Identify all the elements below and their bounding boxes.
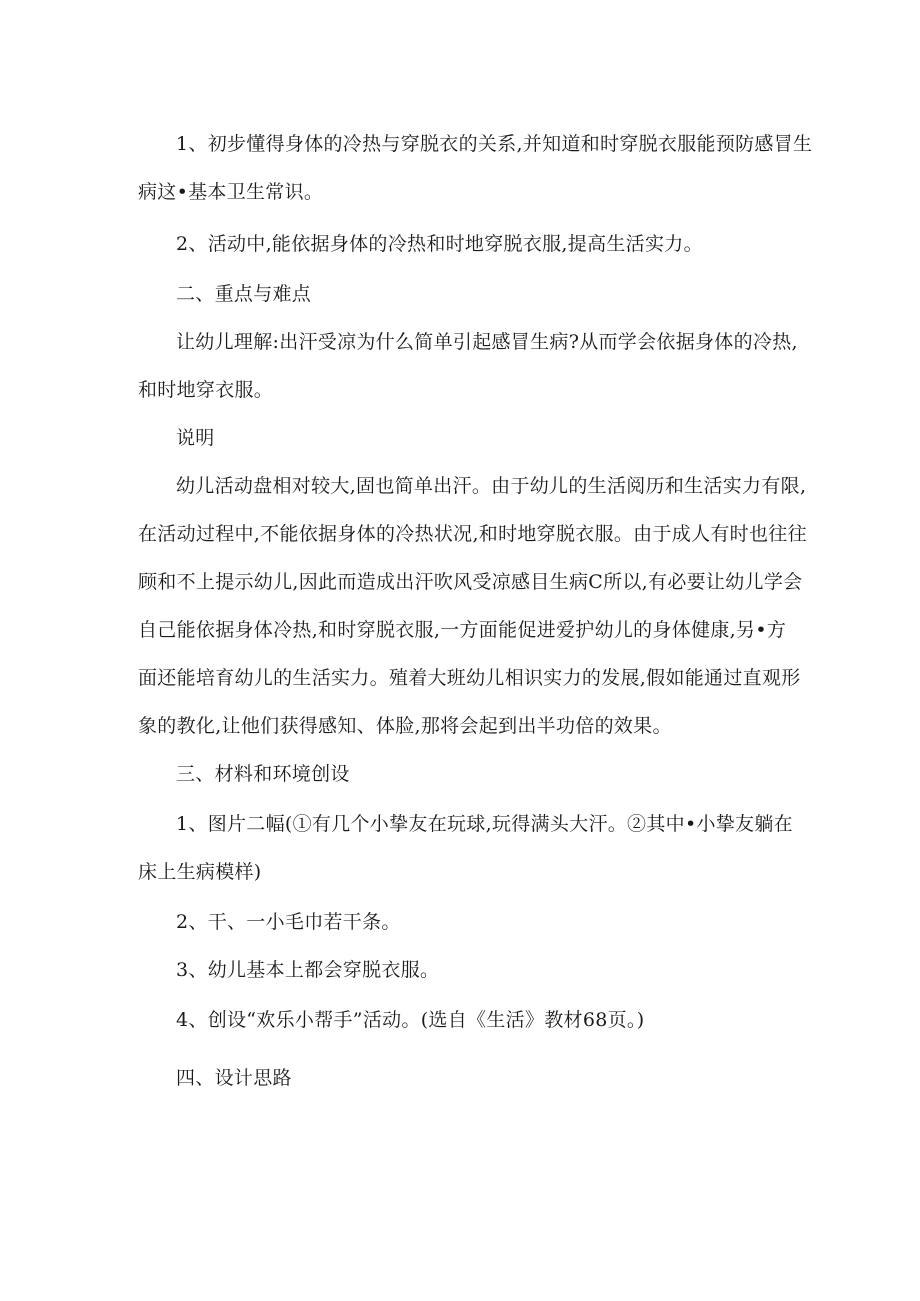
text-line: 1、图片二幅(①有几个小挚友在玩球,玩得满头大汗。②其中•小挚友躺在 (176, 813, 793, 835)
text-line: 自己能依据身体冷热,和时穿脱衣服,一方面能促进爱护幼儿的身体健康,另•方 (138, 619, 787, 641)
text-line: 顾和不上提示幼儿,因此而造成出汗吹风受凉感目生病C所以,有必要让幼儿学会 (138, 571, 803, 593)
text-line: 4、创设“欢乐小帮手”活动。(选自《生活》教材68页。) (176, 1009, 645, 1031)
text-line: 让幼儿理解:出汗受凉为什么简单引起感冒生病?从而学会依据身体的冷热, (176, 331, 798, 353)
section-heading: 说明 (176, 427, 215, 449)
section-heading: 三、材料和环境创设 (176, 763, 350, 785)
text-line: 床上生病模样) (138, 861, 262, 883)
text-line: 象的教化,让他们获得感知、体脸,那将会起到出半功倍的效果。 (138, 715, 672, 737)
text-line: 面还能培育幼儿的生活实力。殖着大班幼儿相识实力的发展,假如能通过直观形 (138, 667, 801, 689)
section-heading: 四、设计思路 (176, 1067, 292, 1089)
text-line: 幼儿活动盘相对较大,固也简单出汗。由于幼儿的生活阅历和生活实力有限, (176, 475, 807, 497)
section-heading: 二、重点与难点 (176, 283, 312, 305)
text-line: 和时地穿衣服。 (138, 379, 274, 401)
text-line: 2、活动中,能依据身体的冷热和时地穿脱衣服,提高生活实力。 (176, 233, 703, 255)
text-line: 3、幼儿基本上都会穿脱衣服。 (176, 959, 440, 981)
text-line: 2、干、一小毛巾若干条。 (176, 911, 401, 933)
text-line: 病这•基本卫生常识。 (138, 181, 324, 203)
text-line: 在活动过程中,不能依据身体的冷热状况,和时地穿脱衣服。由于成人有时也往往 (138, 523, 807, 545)
text-line: 1、初步懂得身体的冷热与穿脱衣的关系,并知道和时穿脱衣服能预防感冒生 (176, 133, 813, 155)
